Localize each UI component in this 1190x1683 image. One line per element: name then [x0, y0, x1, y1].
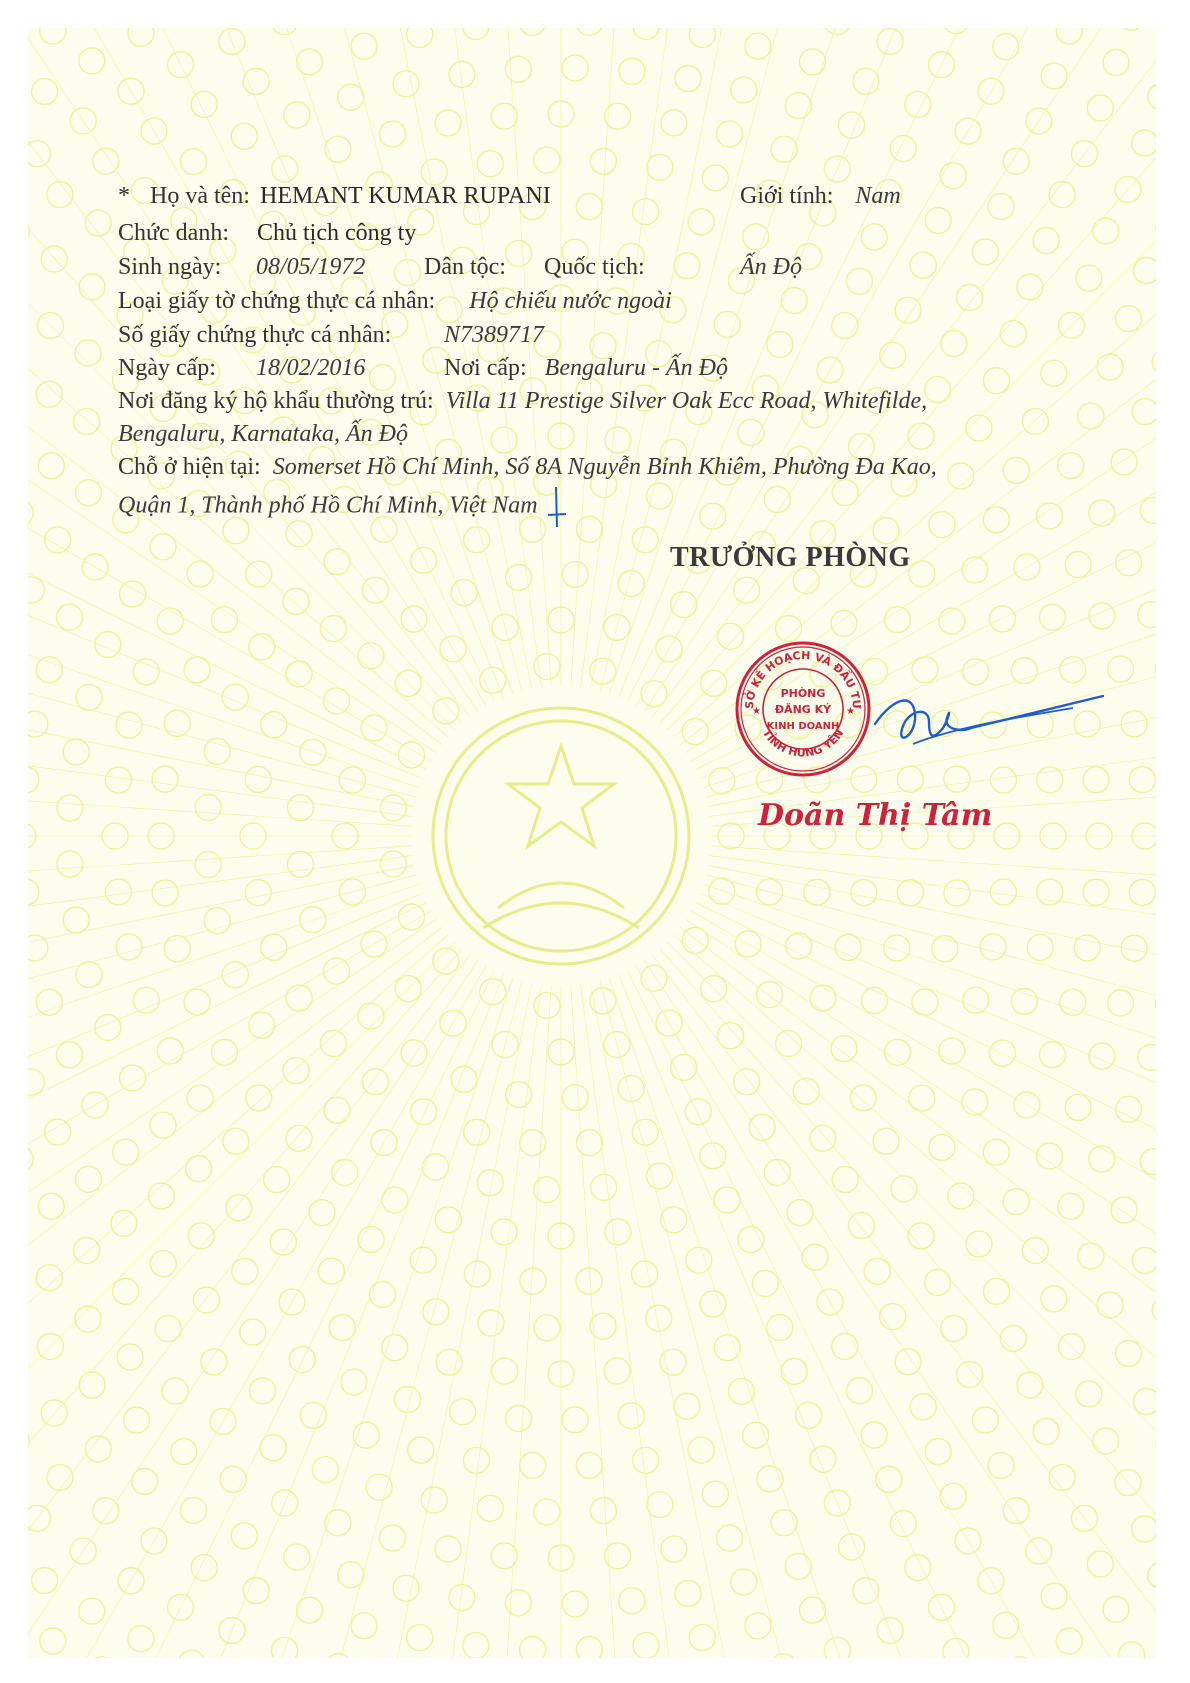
permanent-address-row-2 [118, 419, 408, 449]
gender-label: Giới tính: [740, 183, 834, 209]
document-page [28, 28, 1156, 1658]
gender-value: Nam [855, 183, 901, 209]
issue-date-label: Ngày cấp: [118, 355, 216, 381]
issue-place-value: Bengaluru - Ấn Độ [544, 355, 728, 381]
title-label: Chức danh: [118, 220, 229, 246]
initial-mark-icon [546, 485, 568, 529]
id-number-value-row [444, 320, 544, 350]
current-address-value-line1: Somerset Hồ Chí Minh, Số 8A Nguyễn Bỉnh Khiêm, Phường Đa Kao, [272, 454, 937, 480]
issue-place-row [444, 353, 728, 383]
stamp-star-icon-right: ★ [846, 706, 855, 717]
position-title: TRƯỞNG PHÒNG [670, 542, 911, 573]
current-address-row [118, 452, 937, 482]
dob-value-row [256, 252, 365, 282]
permanent-address-label: Nơi đăng ký hộ khẩu thường trú: [118, 388, 434, 414]
bullet-marker: * [118, 183, 130, 209]
stamp-center-line1: PHÒNG [780, 687, 826, 700]
stamp-star-icon: ★ [752, 706, 761, 717]
nationality-value: Ấn Độ [740, 254, 802, 280]
current-address-label: Chỗ ở hiện tại: [118, 454, 261, 480]
issue-date-value-row [256, 353, 365, 383]
nationality-value-row [740, 252, 802, 282]
official-seal-icon [734, 640, 872, 778]
permanent-address-value-line1: Villa 11 Prestige Silver Oak Ecc Road, Whitefilde, [445, 388, 928, 414]
stamp-ring-top: SỞ KẾ HOẠCH VÀ ĐẦU TƯ [742, 648, 864, 710]
id-type-value: Hộ chiếu nước ngoài [469, 288, 672, 314]
nationality-label-row [544, 252, 645, 282]
permanent-address-value-line2: Bengaluru, Karnataka, Ấn Độ [118, 421, 408, 447]
dob-value: 08/05/1972 [256, 254, 366, 280]
name-row [118, 181, 551, 211]
title-value: Chủ tịch công ty [257, 220, 417, 246]
id-number-label: Số giấy chứng thực cá nhân: [118, 322, 392, 348]
title-row [118, 218, 416, 248]
stamp-center-line3: KINH DOANH [766, 721, 840, 732]
gender-row [740, 181, 901, 211]
name-value: HEMANT KUMAR RUPANI [259, 183, 551, 209]
stamp-ring-bottom: TỈNH HƯNG YÊN [759, 726, 847, 760]
issue-date-label-row [118, 353, 216, 383]
name-label: Họ và tên: [150, 183, 250, 209]
ethnicity-label: Dân tộc: [424, 254, 506, 280]
id-number-label-row [118, 320, 391, 350]
dob-label-row [118, 252, 221, 282]
nationality-label: Quốc tịch: [544, 254, 645, 280]
id-type-label: Loại giấy tờ chứng thực cá nhân: [118, 288, 436, 314]
signer-name: Doãn Thị Tâm [758, 798, 993, 833]
stamp-center-line2: ĐĂNG KÝ [774, 703, 832, 716]
ethnicity-row [424, 252, 506, 282]
issue-date-value: 18/02/2016 [256, 355, 366, 381]
handwritten-signature-icon [873, 688, 1113, 778]
permanent-address-row [118, 386, 927, 416]
current-address-row-2 [118, 485, 568, 529]
issue-place-label: Nơi cấp: [444, 355, 527, 381]
dob-label: Sinh ngày: [118, 254, 222, 280]
id-type-row [118, 286, 672, 316]
id-number-value: N7389717 [444, 322, 545, 348]
current-address-value-line2: Quận 1, Thành phố Hồ Chí Minh, Việt Nam [118, 492, 538, 519]
